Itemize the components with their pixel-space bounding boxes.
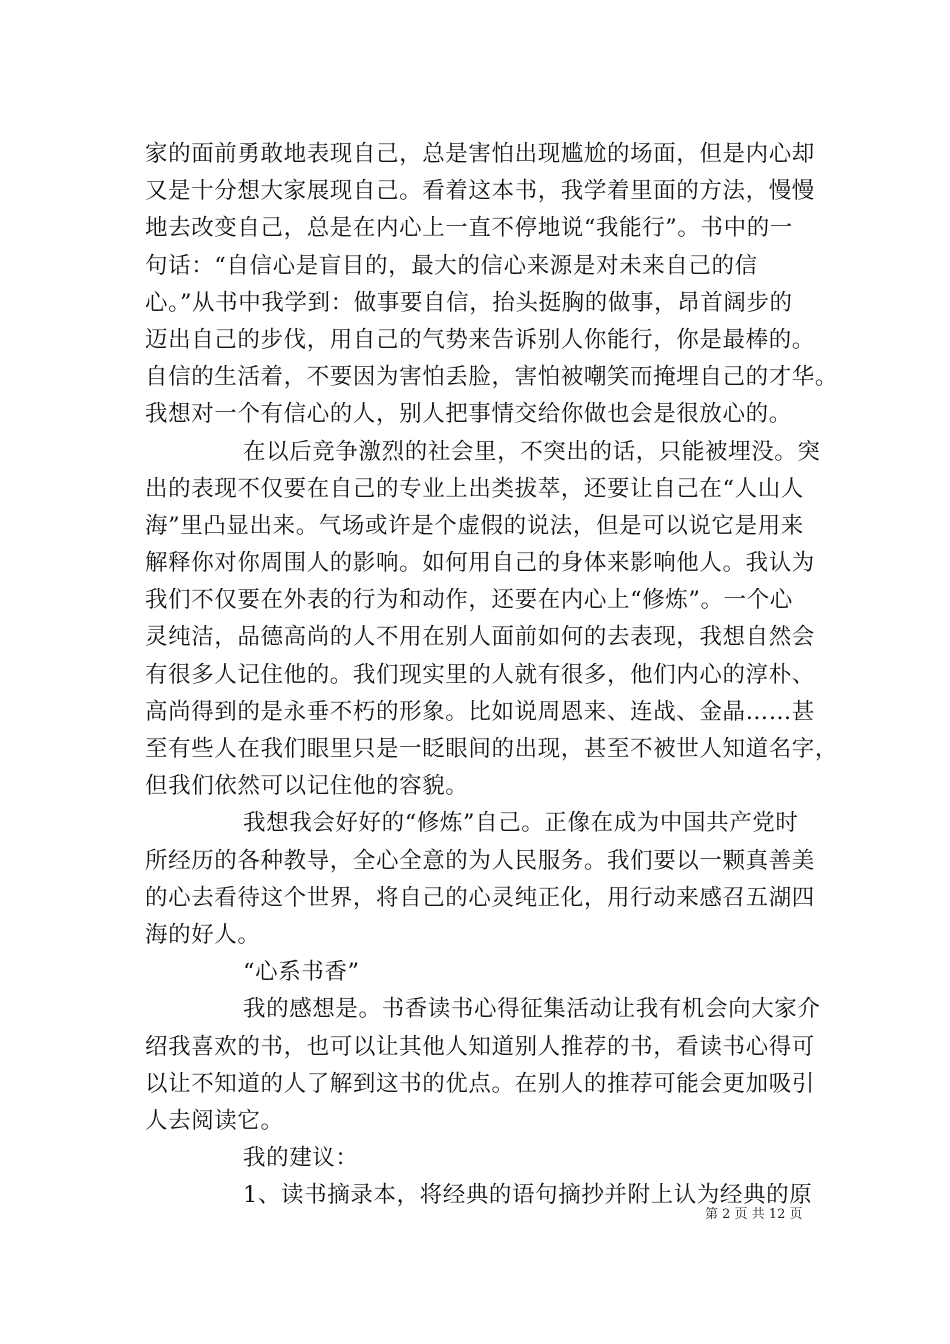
text-line: 自信的生活着，不要因为害怕丢脸，害怕被嘲笑而掩埋自己的才华。 [145, 364, 839, 391]
paragraph-start-line: 在以后竞争激烈的社会里，不突出的话，只能被埋没。突 [243, 438, 821, 465]
page-number-footer: 第 2 页 共 12 页 [705, 1207, 803, 1222]
text-line: 高尚得到的是永垂不朽的形象。比如说周恩来、连战、金晶……甚 [145, 698, 815, 725]
text-line: 解释你对你周围人的影响。如何用自己的身体来影响他人。我认为 [145, 550, 815, 577]
text-line: 句话：“自信心是盲目的，最大的信心来源是对未来自己的信 [145, 252, 758, 279]
text-line: 心。”从书中我学到：做事要自信，抬头挺胸的做事，昂首阔步的 [145, 289, 793, 316]
text-line: 的心去看待这个世界，将自己的心灵纯正化，用行动来感召五湖四 [145, 884, 815, 911]
text-line: 以让不知道的人了解到这书的优点。在别人的推荐可能会更加吸引 [145, 1070, 815, 1097]
text-line: 家的面前勇敢地表现自己，总是害怕出现尴尬的场面，但是内心却 [145, 141, 815, 167]
text-line: 地去改变自己，总是在内心上一直不停地说“我能行”。书中的一 [145, 215, 793, 242]
body-text [145, 136, 839, 1214]
section-heading: “心系书香” [243, 959, 360, 986]
text-line: 海”里凸显出来。气场或许是个虚假的说法，但是可以说它是用来 [145, 512, 804, 539]
text-line: 我想对一个有信心的人，别人把事情交给你做也会是很放心的。 [145, 401, 792, 428]
text-line: 至有些人在我们眼里只是一眨眼间的出现，甚至不被世人知道名字， [145, 736, 839, 762]
text-line: 迈出自己的步伐，用自己的气势来告诉别人你能行，你是最棒的。 [145, 326, 815, 353]
text-line: 又是十分想大家展现自己。看着这本书，我学着里面的方法，慢慢 [145, 178, 815, 205]
text-line: 绍我喜欢的书，也可以让其他人知道别人推荐的书，看读书心得可 [145, 1033, 815, 1060]
paragraph-start-line: 我的感想是。书香读书心得征集活动让我有机会向大家介 [243, 996, 821, 1023]
text-line: 出的表现不仅要在自己的专业上出类拔萃，还要让自己在“人山人 [145, 475, 804, 502]
text-line: 所经历的各种教导，全心全意的为人民服务。我们要以一颗真善美 [145, 847, 815, 874]
text-line: 海的好人。 [145, 921, 261, 948]
text-line: 我们不仅要在外表的行为和动作，还要在内心上“修炼”。一个心 [145, 587, 793, 614]
text-line: 灵纯洁，品德高尚的人不用在别人面前如何的去表现，我想自然会 [145, 624, 815, 651]
text-line: 但我们依然可以记住他的容貌。 [145, 773, 469, 800]
paragraph-start-line: 我想我会好好的“修炼”自己。正像在成为中国共产党时 [243, 810, 799, 837]
text-line: 有很多人记住他的。我们现实里的人就有很多，他们内心的淳朴、 [145, 661, 815, 688]
list-item-line: 1、读书摘录本，将经典的语句摘抄并附上认为经典的原 [243, 1182, 813, 1209]
paragraph-start-line: 我的建议： [243, 1145, 359, 1172]
text-line: 人去阅读它。 [145, 1107, 284, 1134]
